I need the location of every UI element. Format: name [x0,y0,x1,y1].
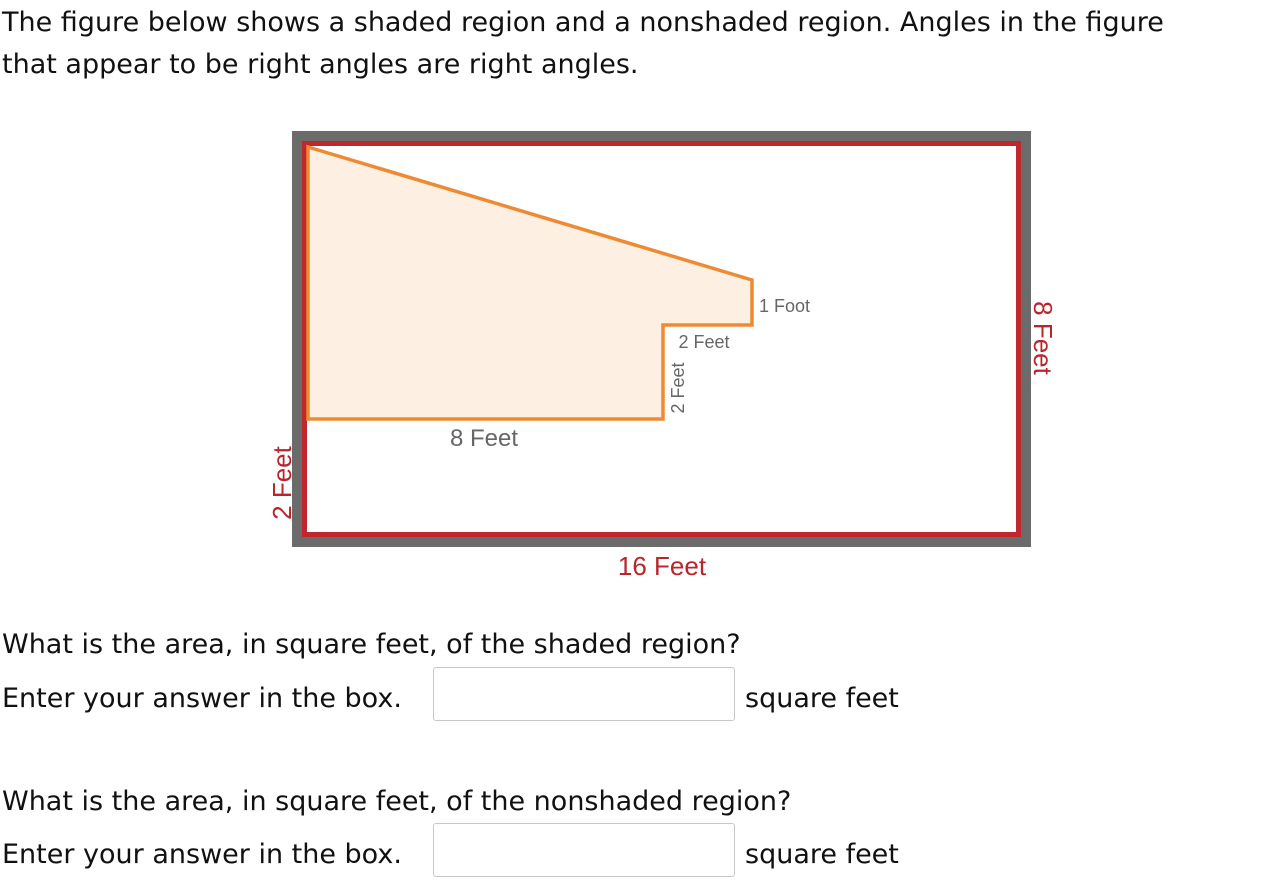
shaded-area-answer-input[interactable] [433,667,735,721]
question-2-text: What is the area, in square feet, of the nonshaded region? [2,786,792,817]
question-2-instruction: Enter your answer in the box. [2,839,402,870]
question-1-text: What is the area, in square feet, of the shaded region? [2,629,741,660]
label-top-step: 1 Foot [759,296,811,316]
label-right-height: 8 Feet [1028,301,1058,375]
label-bottom-width: 16 Feet [617,551,707,581]
intro-line-1: The figure below shows a shaded region and a nonshaded region. Angles in the figure [2,7,1164,38]
label-left-height: 2 Feet [267,446,297,520]
label-step-vertical: 2 Feet [668,362,688,414]
question-1-instruction: Enter your answer in the box. [2,683,402,714]
question-2-unit: square feet [745,839,899,870]
nonshaded-area-answer-input[interactable] [433,823,735,877]
label-shaded-bottom: 8 Feet [449,425,519,452]
intro-line-2: that appear to be right angles are right angles. [2,49,639,80]
label-step-horizontal: 2 Feet [678,332,730,352]
question-1-unit: square feet [745,683,899,714]
